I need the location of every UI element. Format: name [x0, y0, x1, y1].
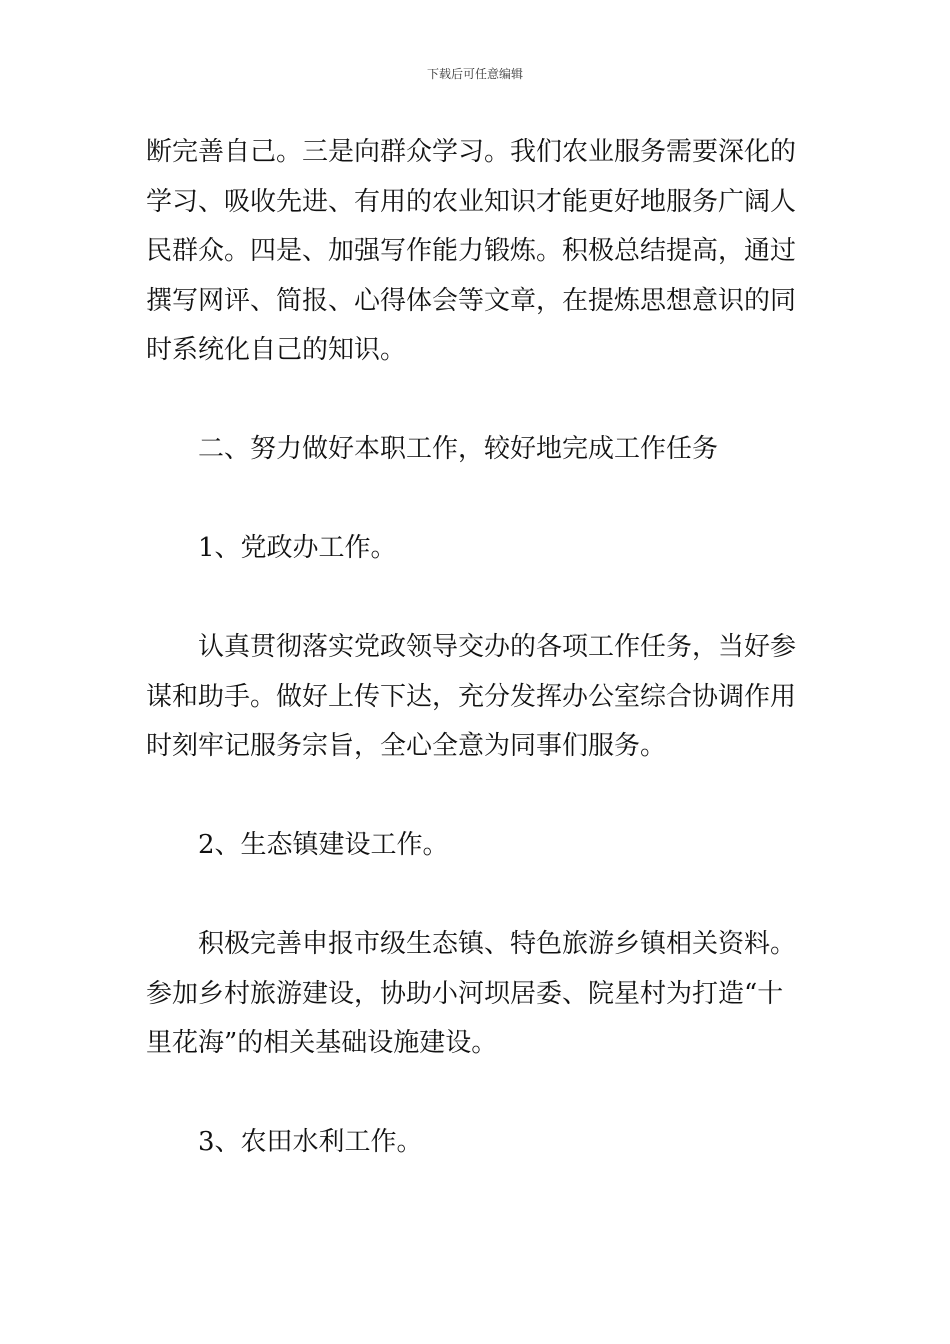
text-line: 学习、吸收先进、有用的农业知识才能更好地服务广阔人 — [146, 186, 797, 217]
document-body — [146, 128, 816, 1168]
text-line: 民群众。四是、加强写作能力锻炼。积极总结提高，通过 — [146, 236, 797, 266]
subheading-line: 1、党政办工作。 — [198, 533, 397, 563]
subheading-water-conservancy — [146, 1118, 816, 1168]
paragraph-study — [146, 128, 816, 376]
section-heading — [146, 425, 816, 475]
text-line: 认真贯彻落实党政领导交办的各项工作任务，当好参 — [198, 632, 797, 662]
text-line: 断完善自己。三是向群众学习。我们农业服务需要深化的 — [146, 137, 797, 167]
text-line: 积极完善申报市级生态镇、特色旅游乡镇相关资料。 — [198, 929, 797, 959]
subheading-line: 2、生态镇建设工作。 — [198, 830, 449, 860]
heading-line: 二、努力做好本职工作，较好地完成工作任务 — [198, 434, 719, 464]
text-line: 时系统化自己的知识。 — [146, 335, 407, 365]
subheading-eco-town — [146, 821, 816, 871]
paragraph-eco-town — [146, 920, 816, 1069]
subheading-line: 3、农田水利工作。 — [198, 1127, 423, 1157]
text-line: 参加乡村旅游建设，协助小河坝居委、院星村为打造“十 — [146, 978, 784, 1009]
text-line: 时刻牢记服务宗旨，全心全意为同事们服务。 — [146, 731, 667, 761]
text-line: 谋和助手。做好上传下达，充分发挥办公室综合协调作用 — [146, 681, 797, 712]
text-line: 里花海”的相关基础设施建设。 — [146, 1028, 498, 1058]
page-header: 下载后可任意编辑 — [426, 67, 523, 81]
text-line: 撰写网评、简报、心得体会等文章，在提炼思想意识的同 — [146, 285, 797, 316]
paragraph-party-office — [146, 623, 816, 772]
subheading-party-office — [146, 524, 816, 574]
